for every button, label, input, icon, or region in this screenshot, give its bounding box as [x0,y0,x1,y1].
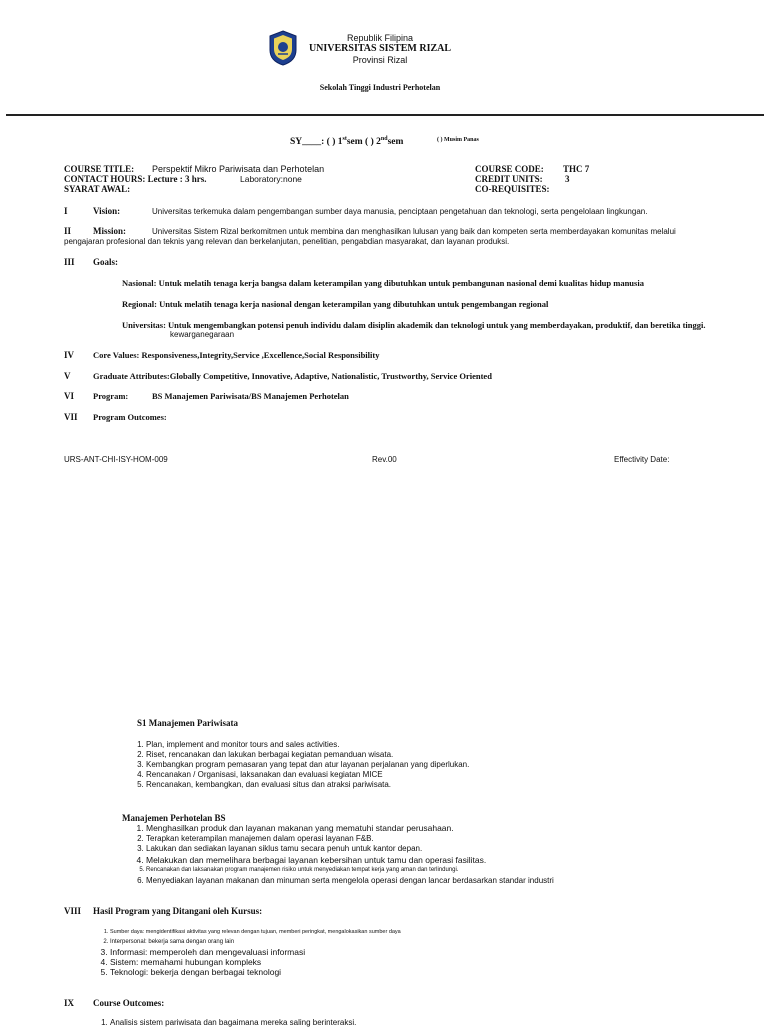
revision-number: Rev.00 [372,455,397,464]
list-item: 2. Interpersonal: bekerja sama dengan orang lain [110,937,730,947]
vision-text: Universitas terkemuka dalam pengembangan sumber daya manusia, penciptaan pengetahuan dan teknologi, serta pengelolaan lingkungan. [152,207,648,216]
list-item: 1. Sumber daya: mengidentifikasi aktivitas yang relevan dengan tujuan, memberi peringkat, mengalokasikan sumber daya [110,927,730,937]
list-item: 1. Plan, implement and monitor tours and sales activities. [146,740,766,750]
province-name: Provinsi Rizal [352,55,408,65]
country-name: Republik Filipina [346,33,414,43]
course-code-value: THC 7 [563,164,590,174]
list-item: 5. Rencanakan dan laksanakan program manajemen risiko untuk menyediakan tempat kerja yang aman dan terlindungi. [146,865,768,876]
viii-number: VIII [64,906,82,916]
college-name: Sekolah Tinggi Industri Perhotelan [319,83,441,92]
program-number: VI [64,391,75,401]
mission-label: Mission: [93,226,127,236]
list-item: 5. Rencanakan, kembangkan, dan evaluasi situs dan atraksi pariwisata. [146,780,766,790]
university-name: UNIVERSITAS SISTEM RIZAL [308,43,452,54]
hotel-outcomes-list [122,823,768,886]
sy-sup-second: nd [380,136,388,142]
sy-mid: sem ( ) 2 [346,137,381,148]
goal-university-label: Universitas: [122,320,166,330]
core-values-text: Core Values: Responsiveness,Integrity,Service ,Excellence,Social Responsibility [93,350,380,360]
credit-units-label: CREDIT UNITS: [475,174,543,184]
course-title-label: COURSE TITLE: [64,164,135,174]
list-item: 2. Riset, rencanakan dan lakukan berbagai kegiatan pemanduan wisata. [146,750,766,760]
graduate-attributes-number: V [64,371,71,381]
sy-sup-first: st [342,136,347,142]
course-code-label: COURSE CODE: [475,164,544,174]
summer-term: ( ) Musim Panas [437,137,479,143]
ix-outcomes-list [86,1018,730,1028]
mission-text-line1: Universitas Sistem Rizal berkomitmen untuk membina dan menghasilkan lulusan yang baik dan kompeten serta memberdayakan komunitas melalui [152,227,676,236]
program-outcomes-heading: Program Outcomes: [93,412,167,422]
core-values-number: IV [64,350,75,360]
goal-university [122,320,706,330]
goal-national: Nasional: Untuk melatih tenaga kerja bangsa dalam keterampilan yang dibutuhkan untuk pembangunan nasional demi kualitas hidup manusia [122,278,644,288]
list-item: 4. Rencanakan / Organisasi, laksanakan dan evaluasi kegiatan MICE [146,770,766,780]
mission-text-line2: pengajaran profesional dan teknis yang relevan dan berkelanjutan, penelitian, pengabdian masyarakat, dan layanan produksi. [64,237,510,246]
program-outcomes-number: VII [64,412,78,422]
corequisites-label: CO-REQUISITES: [475,184,550,194]
ix-title: Course Outcomes: [93,998,165,1008]
goals-number: III [64,257,75,267]
sy-end: sem [387,137,404,148]
goal-university-line2: kewarganegaraan [170,330,235,339]
goals-label: Goals: [93,257,119,267]
sy-prefix: SY____: ( ) 1 [290,137,343,148]
list-item: 6. Menyediakan layanan makanan dan minuman serta mengelola operasi dengan lancar berdasarkan standar industri [146,876,768,887]
document-code: URS-ANT-CHI-ISY-HOM-009 [64,455,168,464]
list-item: 4. Melakukan dan memelihara berbagai layanan kebersihan untuk tamu dan operasi fasilitas. [146,855,768,866]
tourism-outcomes-list [122,740,766,790]
list-item: 3. Kembangkan program pemasaran yang tepat dan atur layanan perjalanan yang diperlukan. [146,760,766,770]
vision-label: Vision: [93,206,121,216]
contact-hours: CONTACT HOURS: Lecture : 3 hrs. [64,174,207,184]
tourism-title: S1 Manajemen Pariwisata [137,718,238,728]
vision-number: I [64,206,68,216]
hotel-title: Manajemen Perhotelan BS [122,813,226,823]
list-item: 2. Terapkan keterampilan manajemen dalam operasi layanan F&B. [146,834,768,845]
list-item: 1. Analisis sistem pariwisata dan bagaimana mereka saling berinteraksi. [110,1018,730,1028]
graduate-attributes-text: Graduate Attributes:Globally Competitive, Innovative, Adaptive, Nationalistic, Trustworthy, Service Oriented [93,371,492,381]
program-label: Program: [93,391,129,401]
header-divider [6,114,764,116]
laboratory-hours: Laboratory:none [240,174,302,184]
list-item: 3. Informasi: memperoleh dan mengevaluasi informasi [110,947,730,957]
mission-number: II [64,226,72,236]
school-year-line [290,136,403,147]
goal-university-text: Untuk mengembangkan potensi penuh individu dalam disiplin akademik dan teknologi untuk yang memberdayakan, produktif, dan beretika tinggi. [168,320,706,330]
list-item: 1. Menghasilkan produk dan layanan makanan yang mematuhi standar perusahaan. [146,823,768,834]
viii-title: Hasil Program yang Ditangani oleh Kursus: [93,906,263,916]
prerequisite-label: SYARAT AWAL: [64,184,131,194]
viii-outcomes-list [86,927,730,977]
course-title-value: Perspektif Mikro Pariwisata dan Perhotelan [152,164,325,174]
ix-number: IX [64,998,75,1008]
effectivity-date: Effectivity Date: [614,455,670,464]
list-item: 5. Teknologi: bekerja dengan berbagai teknologi [110,967,730,977]
list-item: 3. Lakukan dan sediakan layanan siklus tamu secara penuh untuk kantor depan. [146,844,768,855]
goal-regional: Regional: Untuk melatih tenaga kerja nasional dengan keterampilan yang dibutuhkan untuk pengembangan regional [122,299,549,309]
program-text: BS Manajemen Pariwisata/BS Manajemen Perhotelan [152,391,349,401]
credit-units-value: 3 [565,174,570,184]
list-item: 4. Sistem: memahami hubungan kompleks [110,957,730,967]
